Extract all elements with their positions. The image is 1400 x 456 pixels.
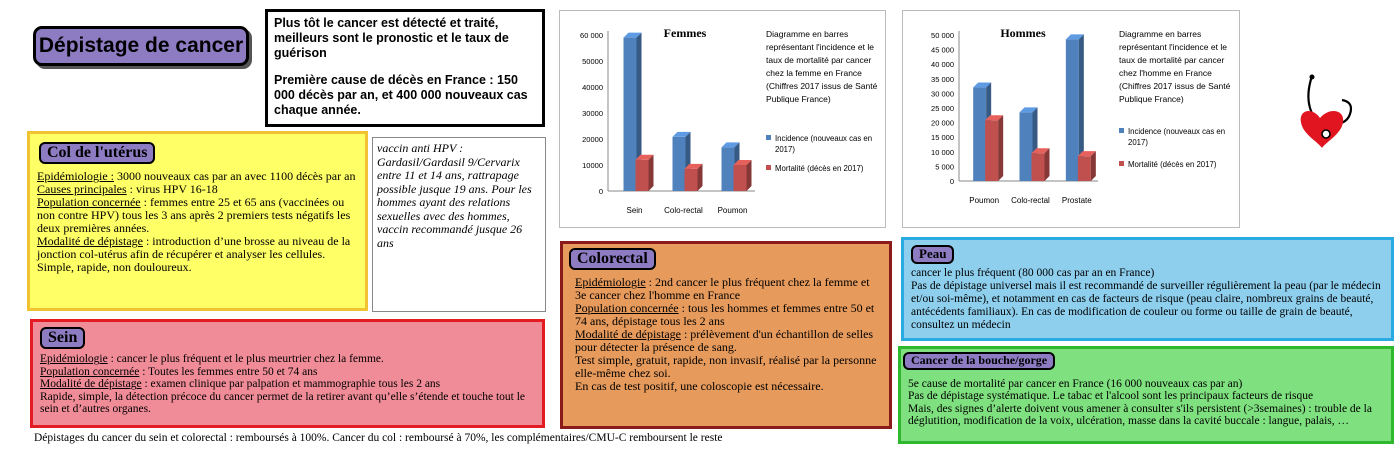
chart-description: Publique France) [1119,94,1184,104]
legend-label: Mortalité (décès en 2017) [1128,160,1217,169]
y-tick-label: 40 000 [931,60,954,70]
hpv-vaccine-note [372,137,546,312]
peau-box [901,237,1394,341]
col-uterus-heading: Col de l'utérus [39,142,155,164]
bouche-heading: Cancer de la bouche/gorge [903,352,1055,370]
hpv-vaccine-text: vaccin anti HPV : Gardasil/Gardasil 9/Cervarix entre 11 et 14 ans, rattrapage possible jusque 19 ans. Pour les hommes ayant des relations sexuelles avec des hommes, vaccin recommandé jusque 26 ans [377,141,532,250]
chart-description: Publique France) [766,94,831,104]
chart-description: (Chiffres 2017 issus de Santé [1119,81,1231,91]
sein-mod-text: : examen clinique par palpation et mammographie tous les 2 ans [141,378,441,391]
bar-side [998,115,1003,181]
legend-label: Mortalité (décès en 2017) [775,164,864,173]
legend-swatch [766,135,771,140]
y-tick-label: 40000 [582,83,603,92]
legend-label: Incidence (nouveaux cas en [775,134,873,143]
bar [1066,39,1079,181]
colorectal-epi-label: Epidémiologie [575,275,646,290]
chart-femmes-frame [559,10,886,228]
bar-side [649,155,654,191]
y-tick-label: 5 000 [935,162,954,172]
y-tick-label: 30 000 [931,89,954,99]
col-epi-label: Epidémiologie : [37,169,114,184]
chart-femmes [560,11,887,229]
page-title: Dépistage de cancer [38,34,244,57]
legend-swatch [1119,128,1124,133]
x-tick-label: Prostate [1061,196,1092,205]
bar [673,137,686,191]
legend-label: Incidence (nouveaux cas en [1128,127,1226,136]
col-mod-text: : introduction d’une brosse au niveau de la jonction col-utérus afin de récupérer et analyser les cellules. Simple, rapide, non douloureux. [37,234,351,275]
colorectal-heading: Colorectal [569,248,656,270]
y-tick-label: 0 [598,187,603,196]
sein-pop-text: : Toutes les femmes entre 50 et 74 ans [139,365,318,378]
y-tick-label: 0 [949,177,954,186]
sein-epi-text: : cancer le plus fréquent et le plus meurtrier chez la femme. [107,353,384,366]
colorectal-epi-text: : 2nd cancer le plus fréquent chez la femme et 3e cancer chez l'homme en France [575,275,870,303]
peau-line-2: Pas de dépistage universel mais il est recommandé de surveiller régulièrement la peau (par le médecin et/ou soi-même), et notamment en cas de facteurs de risque (peau claire, nombreux grains de beauté, antécédents familiaux). En cas de modification de couleur ou forme ou taille de grain de beauté, consultez un médecin [911,279,1381,331]
bar [1020,112,1033,181]
colorectal-extra-2: En cas de test positif, une coloscopie est nécessaire. [575,379,824,394]
bar-side [747,160,752,191]
col-pop-label: Population concernée [37,195,141,210]
x-tick-label: Poumon [969,196,1000,205]
bar [734,165,747,191]
y-tick-label: 60 000 [580,31,603,40]
y-tick-label: 50000 [582,57,603,66]
colorectal-extra-1: Test simple, gratuit, rapide, non invasif, réalisé par la personne elle-même chez soi. [575,353,877,381]
legend-label: 2017) [1128,138,1148,147]
bouche-line-2: Pas de dépistage systématique. Le tabac et l'alcool sont les principaux facteurs de risque [908,390,1314,403]
chart-hommes [903,11,1241,229]
chart-description: taux de mortalité par cancer [1119,55,1225,65]
colorectal-box [560,241,892,429]
col-pop-text: : femmes entre 25 et 65 ans (vaccinées ou non contre HPV) tous les 3 ans après 2 premiers tests négatifs les deux premières années. [37,195,351,236]
y-tick-label: 25 000 [931,104,954,113]
sein-epi-label: Epidémiologie [40,353,108,366]
heart-stethoscope-icon [1292,74,1364,154]
footer-note: Dépistages du cancer du sein et colorectal : remboursés à 100%. Cancer du col : remboursé à 70%, les complémentaires/CMU-C remboursent le reste [34,432,723,444]
col-causes-text: : virus HPV 16-18 [126,182,218,197]
legend-swatch [766,165,771,170]
intro-text-2: Première cause de décès en France : 150 000 décès par an, et 400 000 nouveaux cas chaque année. [274,73,528,117]
y-tick-label: 15 000 [931,133,954,143]
chart-title: Femmes [663,26,707,40]
sein-heading: Sein [40,327,85,349]
y-tick-label: 10000 [582,161,603,170]
chart-description: chez l'homme en France [1119,68,1212,78]
chart-title: Hommes [1000,26,1046,40]
bar [636,160,649,191]
colorectal-mod-text: : prélèvement d'un échantillon de selles pour détecter la présence de sang. [575,327,874,355]
sein-extra: Rapide, simple, la détection précoce du cancer permet de la retirer avant qu’elle s’étende et touche tout le sein et d’autres organes. [40,390,526,416]
bar [685,169,698,191]
intro-box [265,9,545,127]
chart-description: chez la femme en France [766,68,862,78]
peau-heading: Peau [911,245,954,264]
y-tick-label: 10 000 [931,147,954,157]
bar [985,120,998,181]
legend-swatch [1119,161,1124,166]
col-causes-label: Causes principales [37,182,127,197]
bouche-box [898,346,1394,444]
bar [624,38,637,191]
x-tick-label: Colo-rectal [664,206,703,215]
bar [973,88,986,181]
colorectal-pop-label: Population concernée [575,301,679,316]
bar [1032,153,1045,181]
y-tick-label: 45 000 [931,45,954,55]
legend-label: 2017) [775,145,795,154]
chart-description: Diagramme en barres [766,29,849,39]
chart-description: représentant l'incidence et le [1119,42,1227,52]
page-title-box [33,26,249,66]
chart-description: taux de mortalité par cancer [766,55,872,65]
x-tick-label: Sein [626,206,643,215]
sein-box [30,319,545,428]
chart-description: Diagramme en barres [1119,29,1202,39]
peau-line-1: cancer le plus fréquent (80 000 cas par an en France) [911,266,1155,279]
y-tick-label: 20 000 [931,118,954,128]
bouche-line-1: 5e cause de mortalité par cancer en France (16 000 nouveaux cas par an) [908,377,1243,390]
x-tick-label: Poumon [717,206,748,215]
col-uterus-box [27,131,368,311]
col-epi-text: 3000 nouveaux cas par an avec 1100 décès par an [114,169,356,184]
bar [722,147,735,191]
y-tick-label: 50 000 [931,31,954,40]
y-tick-label: 30000 [582,109,603,118]
chart-description: (Chiffres 2017 issus de Santé [766,81,878,91]
colorectal-mod-label: Modalité de dépistage [575,327,681,342]
bar-side [1045,148,1050,181]
sein-pop-label: Population concernée [40,365,140,378]
y-tick-label: 35 000 [931,74,954,84]
chart-description: représentant l'incidence et le [766,42,874,52]
bouche-line-3: Mais, des signes d’alerte doivent vous amener à consulter s'ils persistent (>3semaines) : trouble de la déglutition, modification de la voix, ulcération, masse dans la cavité buccale : langue, palais, … [908,402,1372,428]
x-tick-label: Colo-rectal [1011,196,1050,205]
chart-hommes-frame [902,10,1240,228]
intro-text-1: Plus tôt le cancer est détecté et traité, meilleurs sont le pronostic et le taux de guérison [274,16,509,60]
col-mod-label: Modalité de dépistage [37,234,143,249]
bar [1078,156,1091,181]
y-tick-label: 20000 [582,135,603,144]
sein-mod-label: Modalité de dépistage [40,378,142,391]
colorectal-pop-text: : tous les hommes et femmes entre 50 et 74 ans, dépistage tous les 2 ans [575,301,875,329]
bar-side [1091,151,1096,181]
